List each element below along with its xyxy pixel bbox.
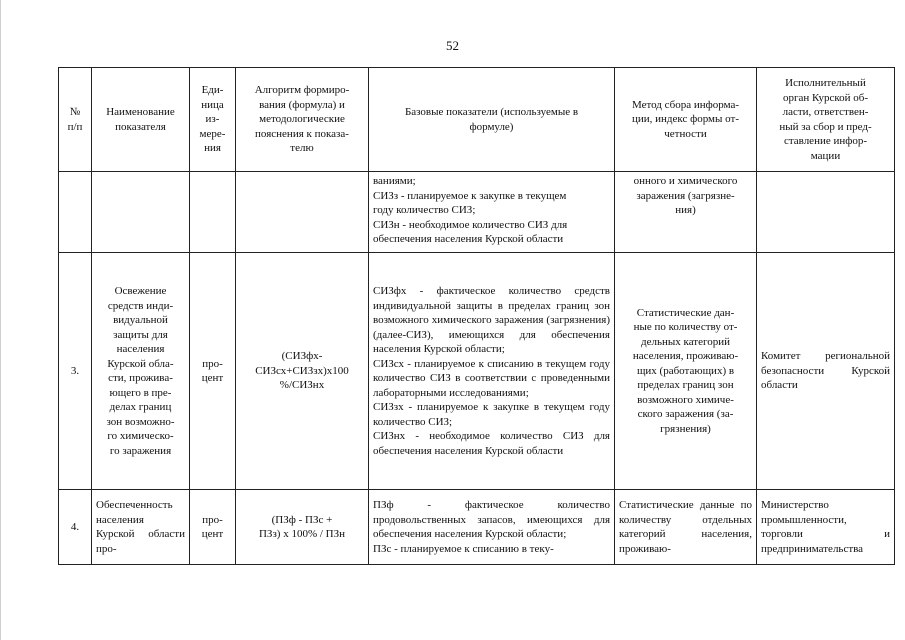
indicators-table bbox=[58, 67, 895, 565]
base-indicators-cell: ПЗф - фактическое количество продовольственных запасов, имеющихся для обеспечения населения Курской области; ПЗс - планируемое к списанию в теку- bbox=[369, 490, 615, 565]
base-indicators-cell: ваниями; СИЗз - планируемое к закупке в текущем году количество СИЗ; СИЗн - необходимое количество СИЗ для обеспечения населения Курской области bbox=[369, 172, 615, 253]
header-base-indicators: Базовые показатели (используемые в формуле) bbox=[369, 68, 615, 172]
collection-method-cell: Статистические дан- ные по количеству от- дельных категорий населения, проживаю- щих (работающих) в пределах границ зон возможного химиче- ского заражения (за- грязнения) bbox=[615, 253, 757, 490]
executor-cell: Министерство промышленности, торговли и предпринимательства bbox=[757, 490, 895, 565]
page-number: 52 bbox=[446, 38, 459, 53]
table-row bbox=[59, 490, 895, 565]
executor-cell: Комитет региональной безопасности Курской области bbox=[757, 253, 895, 490]
base-indicators-cell: СИЗфх - фактическое количество средств индивидуальной защиты в пределах границ зон возможного химического заражения (загрязнения) (далее-СИЗ), имеющихся для обеспечения населения Курской области; СИЗсх - планируемое к списанию в текущем году количество СИЗ в соответствии с проведенными лабораторными исследованиями; СИЗзх - планируемое к закупке в текущем году количество СИЗ; СИЗнх - необходимое количество СИЗ для обеспечения населения Курской области bbox=[369, 253, 615, 490]
unit-cell: про- цент bbox=[190, 490, 236, 565]
formula-cell: (СИЗфх- СИЗсх+СИЗзх)х100 %/СИЗнх bbox=[236, 253, 369, 490]
collection-method-cell: онного и химического заражения (загрязне- ния) bbox=[615, 172, 757, 253]
header-number: № п/п bbox=[59, 68, 92, 172]
indicator-name bbox=[92, 172, 190, 253]
unit-cell bbox=[190, 172, 236, 253]
formula-cell bbox=[236, 172, 369, 253]
formula-cell: (ПЗф - ПЗс + ПЗз) х 100% / ПЗн bbox=[236, 490, 369, 565]
header-unit: Еди- ница из- мере- ния bbox=[190, 68, 236, 172]
table-row bbox=[59, 253, 895, 490]
executor-cell bbox=[757, 172, 895, 253]
header-responsible-executor: Исполнительный орган Курской об- ласти, ответствен- ный за сбор и пред- ставление инфор- мации bbox=[757, 68, 895, 172]
indicator-name: Освежение средств инди- видуальной защиты для населения Курской обла- сти, прожива- ющего в пре- делах границ зон возможно- го химическо- го заражения bbox=[92, 253, 190, 490]
row-number: 3. bbox=[59, 253, 92, 490]
header-collection-method: Метод сбора информа- ции, индекс формы от- четности bbox=[615, 68, 757, 172]
table-header-row bbox=[59, 68, 895, 172]
scan-edge-line bbox=[0, 0, 1, 640]
unit-cell: про- цент bbox=[190, 253, 236, 490]
table-row bbox=[59, 172, 895, 253]
collection-method-cell: Статистические данные по количеству отдельных категорий населения, проживаю- bbox=[615, 490, 757, 565]
header-indicator-name: Наименование показателя bbox=[92, 68, 190, 172]
header-algorithm: Алгоритм формиро- вания (формула) и методологические пояснения к показа- телю bbox=[236, 68, 369, 172]
row-number: 4. bbox=[59, 490, 92, 565]
row-number bbox=[59, 172, 92, 253]
indicator-name: Обеспеченность населения Курской области про- bbox=[92, 490, 190, 565]
